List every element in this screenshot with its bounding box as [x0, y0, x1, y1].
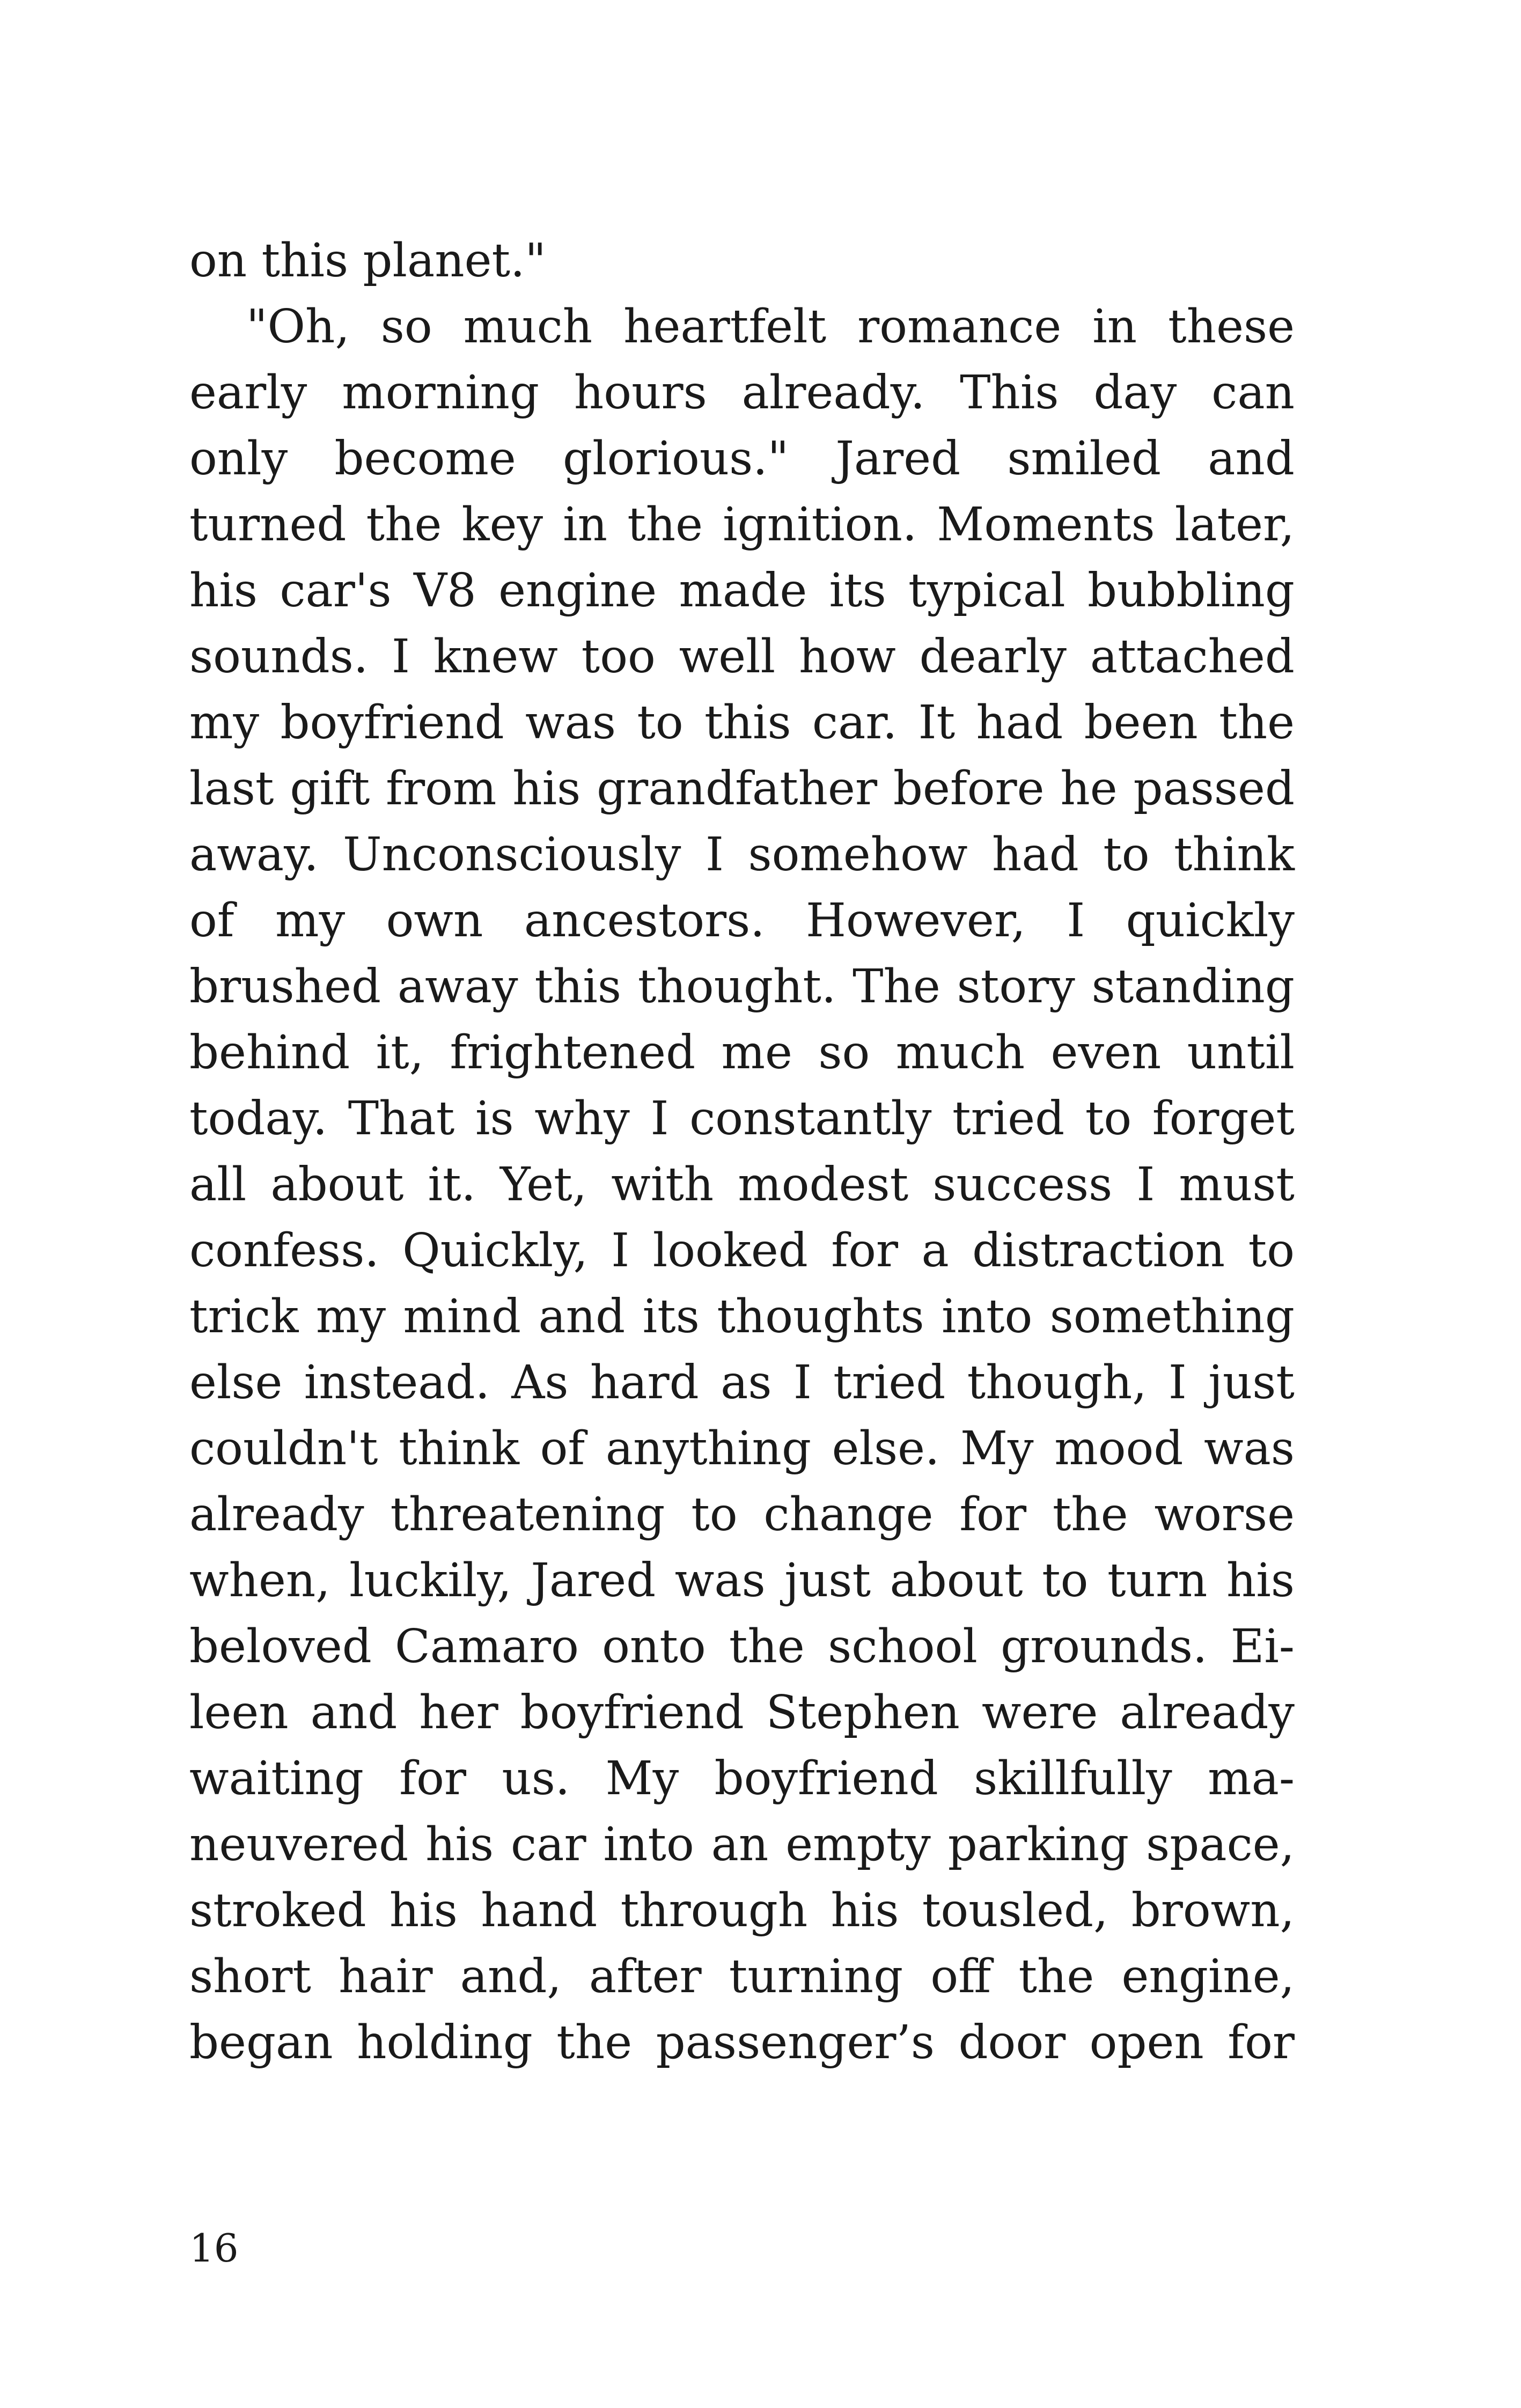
text-line: of my own ancestors. However, I quickly [189, 894, 1295, 948]
text-line: when, luckily, Jared was just about to turn his [189, 1554, 1295, 1607]
text-line: my boyfriend was to this car. It had been the [189, 696, 1295, 750]
text-line: neuvered his car into an empty parking space, [189, 1818, 1295, 1871]
text-line: leen and her boyfriend Stephen were already [189, 1686, 1295, 1739]
text-line: last gift from his grandfather before he passed [189, 762, 1295, 816]
text-line: brushed away this thought. The story standing [189, 960, 1295, 1014]
text-line: trick my mind and its thoughts into something [189, 1290, 1295, 1344]
text-line: today. That is why I constantly tried to forget [189, 1092, 1295, 1146]
text-line: already threatening to change for the worse [189, 1488, 1295, 1541]
text-line: couldn't think of anything else. My mood was [189, 1422, 1295, 1475]
text-line: else instead. As hard as I tried though, I just [189, 1356, 1295, 1409]
text-line: "Oh, so much heartfelt romance in these [246, 300, 1295, 354]
text-line: waiting for us. My boyfriend skillfully ma- [189, 1752, 1295, 1805]
text-line: began holding the passenger’s door open for [189, 2016, 1295, 2069]
text-line: all about it. Yet, with modest success I must [189, 1158, 1295, 1212]
text-line: behind it, frightened me so much even until [189, 1026, 1295, 1080]
body-text [189, 228, 1295, 2076]
text-line: turned the key in the ignition. Moments later, [189, 498, 1295, 552]
text-line: on this planet." [189, 234, 546, 288]
text-line: confess. Quickly, I looked for a distraction to [189, 1224, 1295, 1278]
text-line: his car's V8 engine made its typical bubbling [189, 564, 1295, 618]
text-line: away. Unconsciously I somehow had to think [189, 828, 1295, 882]
text-line: short hair and, after turning off the engine, [189, 1950, 1295, 2003]
text-line: beloved Camaro onto the school grounds. Ei- [189, 1620, 1295, 1673]
page-number: 16 [189, 2226, 239, 2271]
text-line: sounds. I knew too well how dearly attached [189, 630, 1295, 684]
text-line: only become glorious." Jared smiled and [189, 432, 1295, 486]
text-line: early morning hours already. This day can [189, 366, 1295, 420]
text-line: stroked his hand through his tousled, brown, [189, 1884, 1295, 1937]
